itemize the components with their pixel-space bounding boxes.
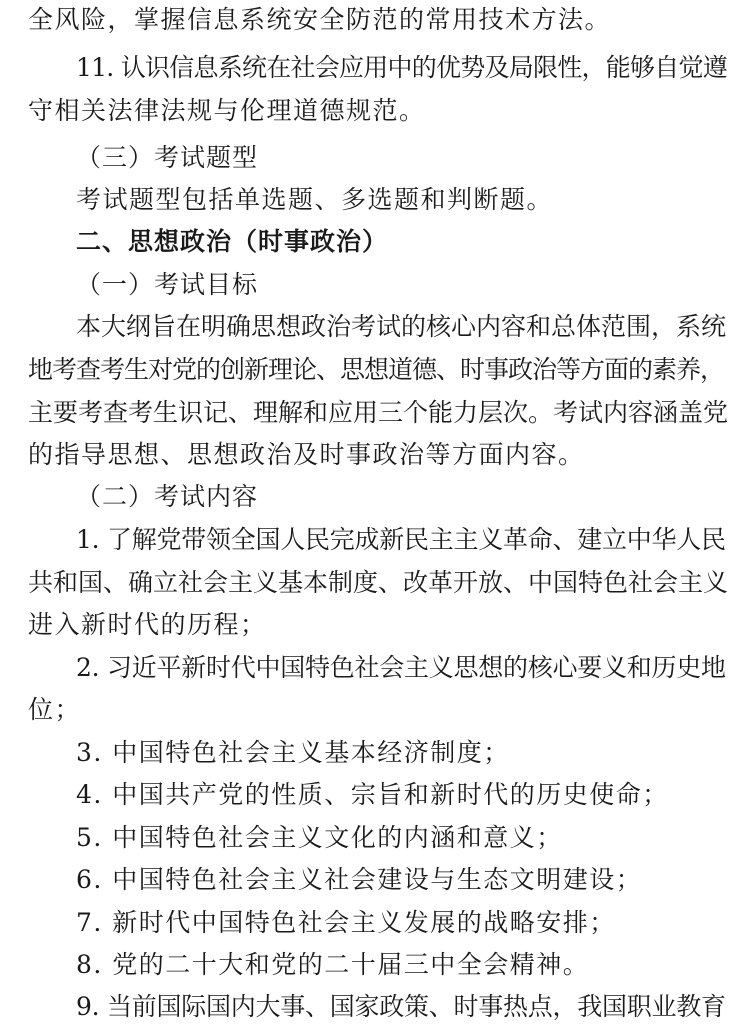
list-item-2-cont: 位； (28, 695, 82, 724)
list-item-11: 11. 认识信息系统在社会应用中的优势及局限性，能够自觉遵 (76, 53, 727, 82)
paragraph-line: 的指导思想、思想政治及时事政治等方面内容。 (28, 440, 585, 469)
list-item-7: 7. 新时代中国特色社会主义发展的战略安排； (76, 908, 616, 937)
paragraph-line: 守相关法律法规与伦理道德规范。 (28, 96, 426, 125)
list-item-5: 5. 中国特色社会主义文化的内涵和意义； (76, 823, 563, 852)
paragraph-line: 地考查考生对党的创新理论、思想道德、时事政治等方面的素养， (28, 355, 725, 384)
list-item-1-cont: 共和国、确立社会主义基本制度、改革开放、中国特色社会主义 (28, 568, 729, 597)
section-heading-exam-content: （二）考试内容 (76, 482, 259, 511)
paragraph-line: 全风险，掌握信息系统安全防范的常用技术方法。 (28, 5, 612, 34)
paragraph-line: 本大纲旨在明确思想政治考试的核心内容和总体范围，系统 (76, 312, 727, 341)
list-item-1: 1. 了解党带领全国人民完成新民主主义革命、建立中华人民 (76, 525, 726, 554)
list-item-8: 8. 党的二十大和党的二十届三中全会精神。 (76, 950, 590, 979)
chapter-heading-politics: 二、思想政治（时事政治） (76, 227, 389, 256)
section-heading-exam-goals: （一）考试目标 (76, 270, 259, 299)
list-item-6: 6. 中国特色社会主义社会建设与生态文明建设； (76, 865, 643, 894)
list-item-9: 9. 当前国际国内大事、国家政策、时事热点，我国职业教育 (76, 992, 726, 1021)
list-item-3: 3. 中国特色社会主义基本经济制度； (76, 738, 510, 767)
section-heading-exam-types: （三）考试题型 (76, 143, 259, 172)
paragraph-line: 主要考查考生识记、理解和应用三个能力层次。考试内容涵盖党 (28, 398, 729, 427)
list-item-2: 2. 习近平新时代中国特色社会主义思想的核心要义和历史地 (76, 653, 726, 682)
paragraph-line: 考试题型包括单选题、多选题和判断题。 (76, 185, 554, 214)
list-item-4: 4. 中国共产党的性质、宗旨和新时代的历史使命； (76, 780, 669, 809)
list-item-1-cont: 进入新时代的历程； (28, 610, 267, 639)
